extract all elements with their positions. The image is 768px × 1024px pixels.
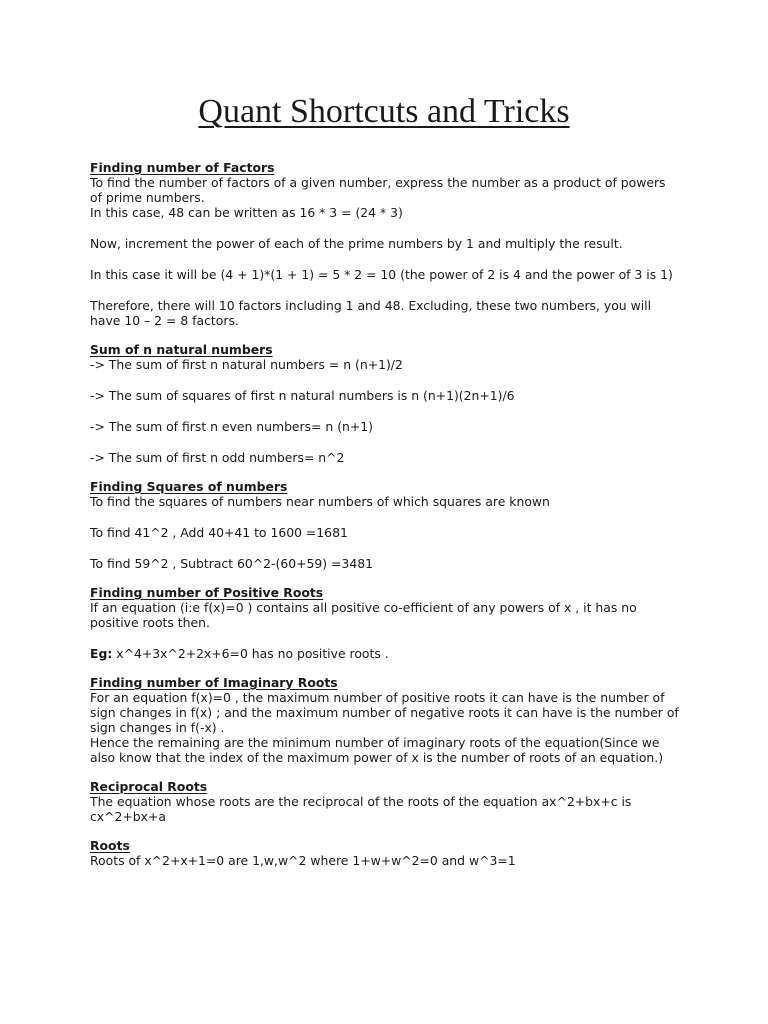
section-heading: Reciprocal Roots	[90, 779, 208, 794]
section-sum-natural-numbers	[90, 342, 680, 465]
example-text: x^4+3x^2+2x+6=0 has no positive roots .	[112, 646, 389, 661]
paragraph: -> The sum of squares of first n natural numbers is n (n+1)(2n+1)/6	[90, 388, 515, 403]
section-positive-roots	[90, 585, 680, 661]
paragraph: Hence the remaining are the minimum number of imaginary roots of the equation(Since we also know that the index of the maximum power of x is the number of roots of an equation.)	[90, 735, 664, 765]
section-heading: Finding Squares of numbers	[90, 479, 288, 494]
section-heading: Finding number of Positive Roots	[90, 585, 324, 600]
page-title	[0, 92, 768, 132]
paragraph: To find 59^2 , Subtract 60^2-(60+59) =3481	[90, 556, 373, 571]
section-heading: Sum of n natural numbers	[90, 342, 273, 357]
paragraph: -> The sum of first n odd numbers= n^2	[90, 450, 345, 465]
page-title-text: Quant Shortcuts and Tricks	[198, 93, 570, 130]
section-squares	[90, 479, 680, 571]
paragraph: To find 41^2 , Add 40+41 to 1600 =1681	[90, 525, 348, 540]
paragraph: To find the squares of numbers near numbers of which squares are known	[90, 494, 550, 509]
section-heading: Roots	[90, 838, 130, 853]
section-heading: Finding number of Factors	[90, 160, 275, 175]
section-heading: Finding number of Imaginary Roots	[90, 675, 338, 690]
example-paragraph	[90, 646, 680, 661]
document-body	[90, 160, 680, 868]
section-factors	[90, 160, 680, 328]
paragraph: In this case it will be (4 + 1)*(1 + 1) = 5 * 2 = 10 (the power of 2 is 4 and the power of 3 is 1)	[90, 267, 673, 282]
paragraph: -> The sum of first n even numbers= n (n+1)	[90, 419, 374, 434]
section-reciprocal-roots	[90, 779, 680, 824]
example-label: Eg:	[90, 646, 113, 661]
paragraph: The equation whose roots are the reciprocal of the roots of the equation ax^2+bx+c is cx^2+bx+a	[90, 794, 632, 824]
section-imaginary-roots	[90, 675, 680, 765]
section-roots	[90, 838, 680, 868]
paragraph: To find the number of factors of a given number, express the number as a product of powers of prime numbers.	[90, 175, 666, 205]
paragraph: -> The sum of first n natural numbers = n (n+1)/2	[90, 357, 403, 372]
paragraph: Therefore, there will 10 factors including 1 and 48. Excluding, these two numbers, you will have 10 – 2 = 8 factors.	[90, 298, 652, 328]
paragraph: For an equation f(x)=0 , the maximum number of positive roots it can have is the number of sign changes in f(x) ; and the maximum number of negative roots it can have is the number of sign changes in f(-x) .	[90, 690, 679, 735]
paragraph: In this case, 48 can be written as 16 * 3 = (24 * 3)	[90, 205, 403, 220]
paragraph: Roots of x^2+x+1=0 are 1,w,w^2 where 1+w+w^2=0 and w^3=1	[90, 853, 516, 868]
paragraph: Now, increment the power of each of the prime numbers by 1 and multiply the result.	[90, 236, 623, 251]
paragraph: If an equation (i:e f(x)=0 ) contains all positive co-efficient of any powers of x , it has no positive roots then.	[90, 600, 637, 630]
